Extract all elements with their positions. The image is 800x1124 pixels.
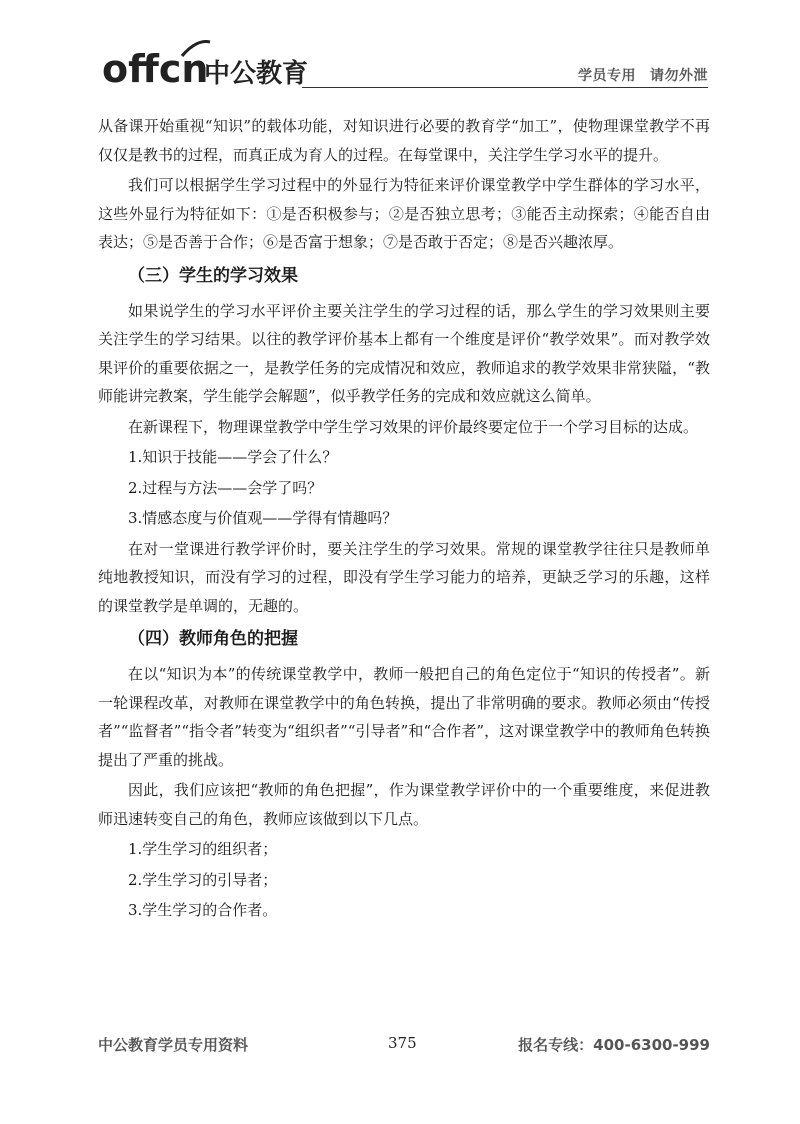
header-tag-members-only: 学员专用	[578, 68, 636, 84]
logo-latin: offcn	[102, 47, 209, 90]
section-heading-4: （四）教师角色的把握	[128, 629, 298, 649]
list-item: 2.学生学习的引导者；	[128, 870, 278, 889]
footer-hotline: 报名专线：400-6300-999	[518, 1036, 710, 1054]
paragraph-3: 如果说学生的学习水平评价主要关注学生的学习过程的话，那么学生的学习效果则主要关注学生的学习结果。以往的教学评价基本上都有一个维度是评价“教学效果”。而对教学效果评价的重要依据之一，是教学任务的完成情况和效应，教师追求的教学效果非常狭隘，“教师能讲完教案，学生能学会解题”，似乎教学任务的完成和效应就这么简单。	[98, 301, 710, 405]
paragraph-6: 在以“知识为本”的传统课堂教学中，教师一般把自己的角色定位于“知识的传授者”。新一轮课程改革，对教师在课堂教学中的角色转换，提出了非常明确的要求。教师必须由“传授者”“监督者”“指令者”转变为“组织者”“引导者”和“合作者”，这对课堂教学中的教师角色转换提出了严重的挑战。	[98, 665, 710, 769]
footer-left-text: 中公教育学员专用资料	[98, 1036, 249, 1054]
list-item: 3.学生学习的合作者。	[128, 901, 278, 919]
paragraph-2: 我们可以根据学生学习过程中的外显行为特征来评价课堂教学中学生群体的学习水平，这些外显行为特征如下：①是否积极参与；②是否独立思考；③能否主动探索；④能否自由表达；⑤是否善于合作；⑥是否富于想象；⑦是否敢于否定；⑧是否兴趣浓厚。	[98, 176, 710, 251]
paragraph-4: 在新课程下，物理课堂教学中学生学习效果的评价最终要定位于一个学习目标的达成。	[128, 417, 699, 436]
logo-cn: 中公教育	[204, 59, 309, 89]
list-item: 2.过程与方法——会学了吗？	[128, 478, 323, 497]
list-item: 1.学生学习的组织者；	[128, 840, 278, 858]
header-tag-no-leak: 请勿外泄	[650, 68, 708, 84]
paragraph-5: 在对一堂课进行教学评价时，要关注学生的学习效果。常规的课堂教学往往只是教师单纯地教授知识，而没有学习的过程，即没有学生学习能力的培养，更缺乏学习的乐趣，这样的课堂教学是单调的，无趣的。	[98, 539, 710, 615]
page-number: 375	[388, 1034, 417, 1052]
header-rule	[302, 87, 708, 88]
paragraph-1: 从备课开始重视“知识”的载体功能，对知识进行必要的教育学“加工”，使物理课堂教学不再仅仅是教书的过程，而真正成为育人的过程。在每堂课中，关注学生学习水平的提升。	[98, 117, 710, 164]
list-item: 3.情感态度与价值观——学得有情趣吗？	[128, 509, 398, 527]
header-tags	[578, 65, 708, 85]
page-footer	[98, 1034, 710, 1058]
page-header	[102, 38, 708, 90]
page-body	[98, 112, 710, 927]
paragraph-7: 因此，我们应该把“教师的角色把握”，作为课堂教学评价中的一个重要维度，来促进教师迅速转变自己的角色，教师应该做到以下几点。	[98, 781, 710, 828]
section-heading-3: （三）学生的学习效果	[128, 265, 298, 286]
list-item: 1.知识于技能——学会了什么？	[128, 448, 338, 466]
offcn-logo	[102, 38, 312, 90]
